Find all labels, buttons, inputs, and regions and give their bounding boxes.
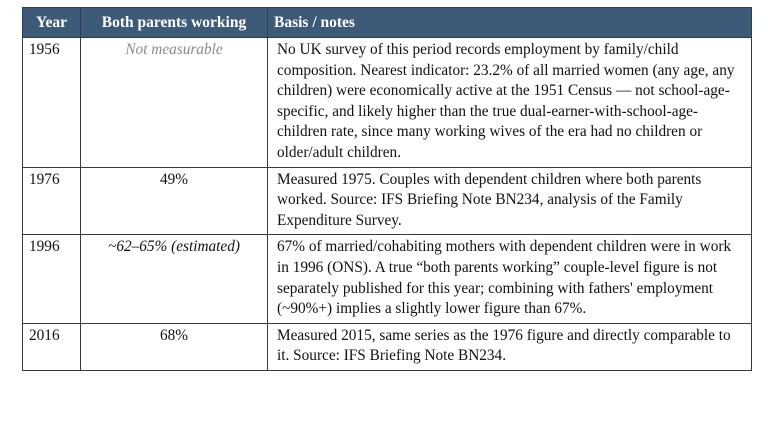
- header-row: [23, 8, 752, 38]
- cell-both-parents-working: ~62–65% (estimated): [81, 235, 268, 323]
- cell-both-parents-working: 68%: [81, 323, 268, 370]
- header-year: Year: [23, 8, 81, 38]
- cell-notes: No UK survey of this period records employment by family/child composition. Nearest indicator: 23.2% of all married women (any age, any children) were economically active at the 1951 Census — not school-age-specific, and likely higher than the true dual-earner-with-school-age-children rate, since many working wives of the era had no children or older/adult children.: [268, 38, 752, 168]
- cell-notes: Measured 2015, same series as the 1976 figure and directly comparable to it. Source: IFS Briefing Note BN234.: [268, 323, 752, 370]
- cell-notes: 67% of married/cohabiting mothers with dependent children were in work in 1996 (ONS). A true “both parents working” couple-level figure is not separately published for this year; combining with fathers' employment (~90%+) implies a slightly lower figure than 67%.: [268, 235, 752, 323]
- cell-year: 1976: [23, 167, 81, 235]
- header-both-parents-working: Both parents working: [81, 8, 268, 38]
- cell-year: 1996: [23, 235, 81, 323]
- table-header: [23, 8, 752, 38]
- cell-notes: Measured 1975. Couples with dependent children where both parents worked. Source: IFS Briefing Note BN234, analysis of the Family Expenditure Survey.: [268, 167, 752, 235]
- table-row: [23, 167, 752, 235]
- cell-both-parents-working: 49%: [81, 167, 268, 235]
- cell-year: 1956: [23, 38, 81, 168]
- table-row: [23, 235, 752, 323]
- cell-year: 2016: [23, 323, 81, 370]
- cell-both-parents-working: Not measurable: [81, 38, 268, 168]
- table-body: [23, 38, 752, 371]
- table-row: [23, 323, 752, 370]
- header-basis-notes: Basis / notes: [268, 8, 752, 38]
- data-table: [22, 7, 752, 371]
- data-table-container: [22, 7, 751, 371]
- table-row: [23, 38, 752, 168]
